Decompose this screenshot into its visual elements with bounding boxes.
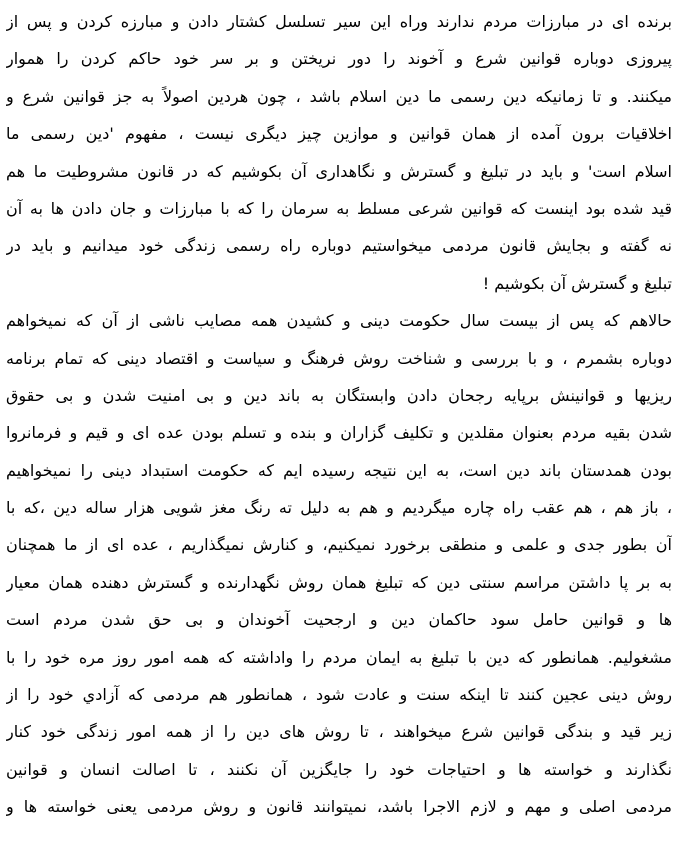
text-line: پیروزی دوباره قوانین شرع و آخوند را دور نریختن و بر سر خود حاکم کردن را هموار xyxy=(6,49,672,69)
document-body xyxy=(6,3,672,826)
text-line: زیر قید و بندگی قوانین شرع میخواهند ، تا روش های دین را از همه امور زندگی خود کنار xyxy=(6,722,672,742)
text-line: نگذارند و خواسته ها و احتیاجات خود را جایگزین آن نکنند ، تا اصالت انسان و قوانین xyxy=(6,759,672,779)
text-line: بودن همدستان باند دین است، به این نتیجه رسیده ایم که حکومت استبداد دینی را نمیخواهیم xyxy=(6,460,672,480)
text-line: مشغولیم. همانطور که دین با تبلیغ به ایمان مردم را واداشته که همه امور روز مره خود را با xyxy=(6,647,672,667)
text-line: ها و قوانین حامل سود حاکمان دین و ارجحیت آخوندان و بی حق شدن مردم است xyxy=(6,610,672,630)
text-line: نه گفته و بجایش قانون مردمی میخواستیم دوباره راه رسمی زندگی خود میدانیم و باید در xyxy=(6,236,672,256)
text-line: قید شده بود اینست که قوانین شرعی مسلط به سرمان را که با مبارزات و جان دادن ها به آن xyxy=(6,198,672,218)
text-line: شدن بقیه مردم بعنوان مقلدین و تکلیف گزاران و بنده و تسلم بودن عده ای و قیم و فرمانروا xyxy=(6,423,672,443)
text-line: تبلیغ و گسترش آن بکوشیم ! xyxy=(482,273,672,293)
text-line: اخلاقیات برون آمده از همان قوانین و موازین چیز دیگری نیست ، مفهوم 'دین رسمی ما xyxy=(6,124,672,144)
text-line: میکنند. و تا زمانیکه دین رسمی ما دین اسلام باشد ، چون هردین اصولاً به جز قوانین شرع و xyxy=(6,86,672,106)
text-line: ریزیها و قوانینش برپایه رجحان دادن وابستگان به باند دین و بی امنیت شدن و بی حقوق xyxy=(6,385,672,405)
text-line: دوباره بشمرم ، و با بررسی و شناخت روش فرهنگ و سیاست و اقتصاد دینی که تمام برنامه xyxy=(6,348,672,368)
text-line: اسلام است' و باید در تبلیغ و گسترش و نگاهداری آن بکوشیم که در قانون مشروطیت ما هم xyxy=(6,161,672,181)
text-line: به بر پا داشتن مراسم سنتی دین که تبلیغ همان روش نگهدارنده و گسترش دهنده همان معیار xyxy=(6,572,672,592)
text-line: حالاهم که پس از بیست سال حکومت دینی و کشیدن همه مصایب ناشی از آن که نمیخواهم xyxy=(6,311,672,331)
text-line: روش دینی عجین کنند تا اینکه سنت و عادت شود ، همانطور هم مردمی که آزادي خود را از xyxy=(6,685,672,705)
text-line: آن بطور جدی و علمی و منطقی برخورد نمیکنیم، و کنارش نمیگذاریم ، عده ای از ما همچنان xyxy=(6,535,672,555)
text-line: مردمی اصلی و مهم و لازم الاجرا باشد، نمیتوانند قانون و روش مردمی یعنی خواسته ها و xyxy=(6,797,672,817)
text-line: برنده ای در مبارزات مردم ندارند وراه این سیر تسلسل کشتار دادن و مبارزه کردن و پس از xyxy=(6,12,672,31)
text-line: ، باز هم ، هم عقب راه چاره میگردیم و هم به دلیل ته رنگ مغز شویی هزار ساله دین ،که با xyxy=(6,498,672,518)
